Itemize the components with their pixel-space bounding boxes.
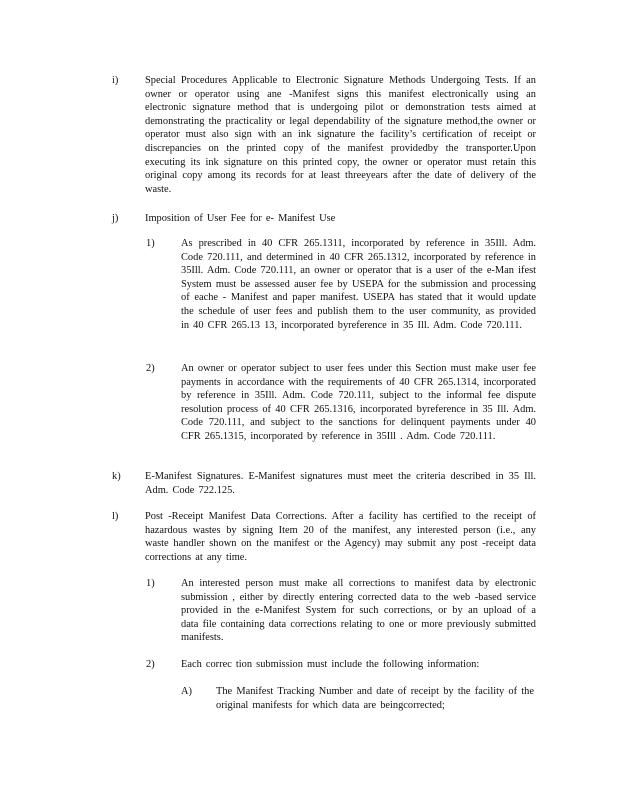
section-l-2-A-label: A) [181, 686, 192, 697]
section-l-label: l) [112, 511, 119, 522]
section-l-1-label: 1) [146, 578, 155, 589]
section-k-label: k) [112, 471, 121, 482]
section-l-1-text: An interested person must make all corrections to manifest data by electronic submission , either by directly entering corrected data to the web -based service provided in the e-Manifest System for such corrections, or by an upload of a data file containing data corrections relating to one or more previously submitted manifests. [181, 578, 536, 644]
section-j-1-label: 1) [146, 238, 155, 249]
section-l-2-A-text: The Manifest Tracking Number and date of receipt by the facility of the original manifests for which data are beingcorrected; [216, 686, 534, 711]
section-l-2-text: Each correc tion submission must include the following information: [181, 659, 480, 670]
section-l-text: Post -Receipt Manifest Data Corrections. After a facility has certified to the receipt of hazardous wastes by signing Item 20 of the manifest, any interested person (i.e., any waste handler shown on the manifest or the Agency) may submit any post -receipt data corrections at any time. [145, 511, 536, 563]
section-k-text: E-Manifest Signatures. E-Manifest signatures must meet the criteria described in 35 Ill. Adm. Code 722.125. [145, 471, 536, 496]
section-j-text: Imposition of User Fee for e- Manifest Use [145, 213, 336, 224]
section-j-2-label: 2) [146, 363, 155, 374]
section-i-text: Special Procedures Applicable to Electronic Signature Methods Undergoing Tests. If an owner or operator using ane -Manifest signs this manifest electronically using an electronic signature method that is undergoing pilot or demonstration tests aimed at demonstrating the practicality or legal dependability of the signature method,the owner or operator must also sign with an ink signature the facility’s certification of receipt or discrepancies on the printed copy of the manifest providedby the transporter.Upon executing its ink signature on this printed copy, the owner or operator must retain this original copy among its records for at least threeyears after the date of delivery of the waste. [145, 75, 536, 195]
section-j-label: j) [112, 213, 119, 224]
section-j-1-text: As prescribed in 40 CFR 265.1311, incorporated by reference in 35Ill. Adm. Code 720.111, and determined in 40 CFR 265.1312, incorporated by reference in 35Ill. Adm. Code 720.111, an owner or operator that is a user of the e-Man ifest System must be assessed auser fee by USEPA for the submission and processing of eache - Manifest and paper manifest. USEPA has stated that it would update the schedule of user fees and publish them to the user community, as provided in 40 CFR 265.13 13, incorporated byreference in 35 Ill. Adm. Code 720.111. [181, 238, 536, 331]
section-i-label: i) [112, 75, 119, 86]
section-l-2-label: 2) [146, 659, 155, 670]
section-j-2-text: An owner or operator subject to user fees under this Section must make user fee payments in accordance with the requirements of 40 CFR 265.1314, incorporated by reference in 35Ill. Adm. Code 720.111, subject to the informal fee dispute resolution process of 40 CFR 265.1316, incorporated byreference in 35 Ill. Adm. Code 720.111, and subject to the sanctions for delinquent payments under 40 CFR 265.1315, incorporated by reference in 35Ill . Adm. Code 720.111. [181, 363, 536, 442]
